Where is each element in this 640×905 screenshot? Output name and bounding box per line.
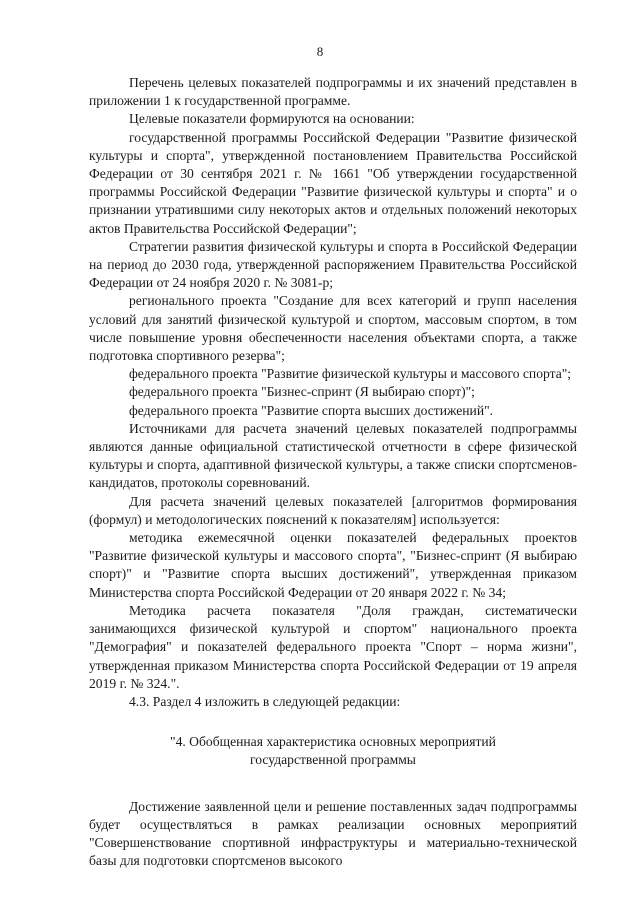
paragraph: Для расчета значений целевых показателей [алгоритмов формирования (формул) и методологических пояснений к показателям] используется: [89,493,577,527]
paragraph: Источниками для расчета значений целевых показателей подпрограммы являются данные официальной статистической отчетности в сфере физической культуры и спорта, адаптивной физической культуры, а также списки спортсменов-кандидатов, протоколы соревнований. [89,420,577,491]
section-heading-line: государственной программы [250,752,416,768]
paragraph: Целевые показатели формируются на основании: [129,111,415,127]
page-number: 8 [316,44,324,59]
paragraph: Перечень целевых показателей подпрограммы и их значений представлен в приложении 1 к государственной программе. [89,75,577,109]
paragraph: федерального проекта "Развитие физической культуры и массового спорта"; [129,366,572,382]
document-body [89,74,577,870]
section-heading-line: "4. Обобщенная характеристика основных мероприятий [170,734,496,750]
paragraph: 4.3. Раздел 4 изложить в следующей редакции: [129,693,401,709]
paragraph: регионального проекта "Создание для всех категорий и групп населения условий для занятий физической культурой и спортом, массовым спортом, в том числе повышение уровня обеспеченности населения объектами спорта, а также подготовка спортивного резерва"; [89,293,577,364]
paragraph: методика ежемесячной оценки показателей федеральных проектов "Развитие физической культуры и массового спорта", "Бизнес-спринт (Я выбираю спорт)" и "Развитие спорта высших достижений", утвержденная приказом Министерства спорта Российской Федерации от 20 января 2022 г. № 34; [89,530,577,600]
paragraph: федерального проекта "Бизнес-спринт (Я выбираю спорт)"; [129,384,475,400]
paragraph: государственной программы Российской Федерации "Развитие физической культуры и спорта", утвержденной постановлением Правительства Российской Федерации от 30 сентября 2021 г. № 1661 "Об утверждении государственной программы Российской Федерации "Развитие физической культуры и спорта" и о признании утратившими силу некоторых актов и отдельных положений некоторых актов Правительства Российской Федерации"; [89,129,577,236]
section-heading [89,733,577,769]
paragraph: федерального проекта "Развитие спорта высших достижений". [129,402,494,418]
paragraph: Методика расчета показателя "Доля граждан, систематически занимающихся физической культурой и спортом" национального проекта "Демография" и показателей федерального проекта "Спорт – норма жизни", утвержденная приказом Министерства спорта Российской Федерации от 19 апреля 2019 г. № 324.". [89,602,577,691]
paragraph: Достижение заявленной цели и решение поставленных задач подпрограммы будет осуществляться в рамках реализации основных мероприятий "Совершенствование спортивной инфраструктуры и материально-технической базы для подготовки спортсменов высокого [89,798,577,869]
paragraph: Стратегии развития физической культуры и спорта в Российской Федерации на период до 2030 года, утвержденной распоряжением Правительства Российской Федерации от 24 ноября 2020 г. № 3081-р; [89,238,577,291]
